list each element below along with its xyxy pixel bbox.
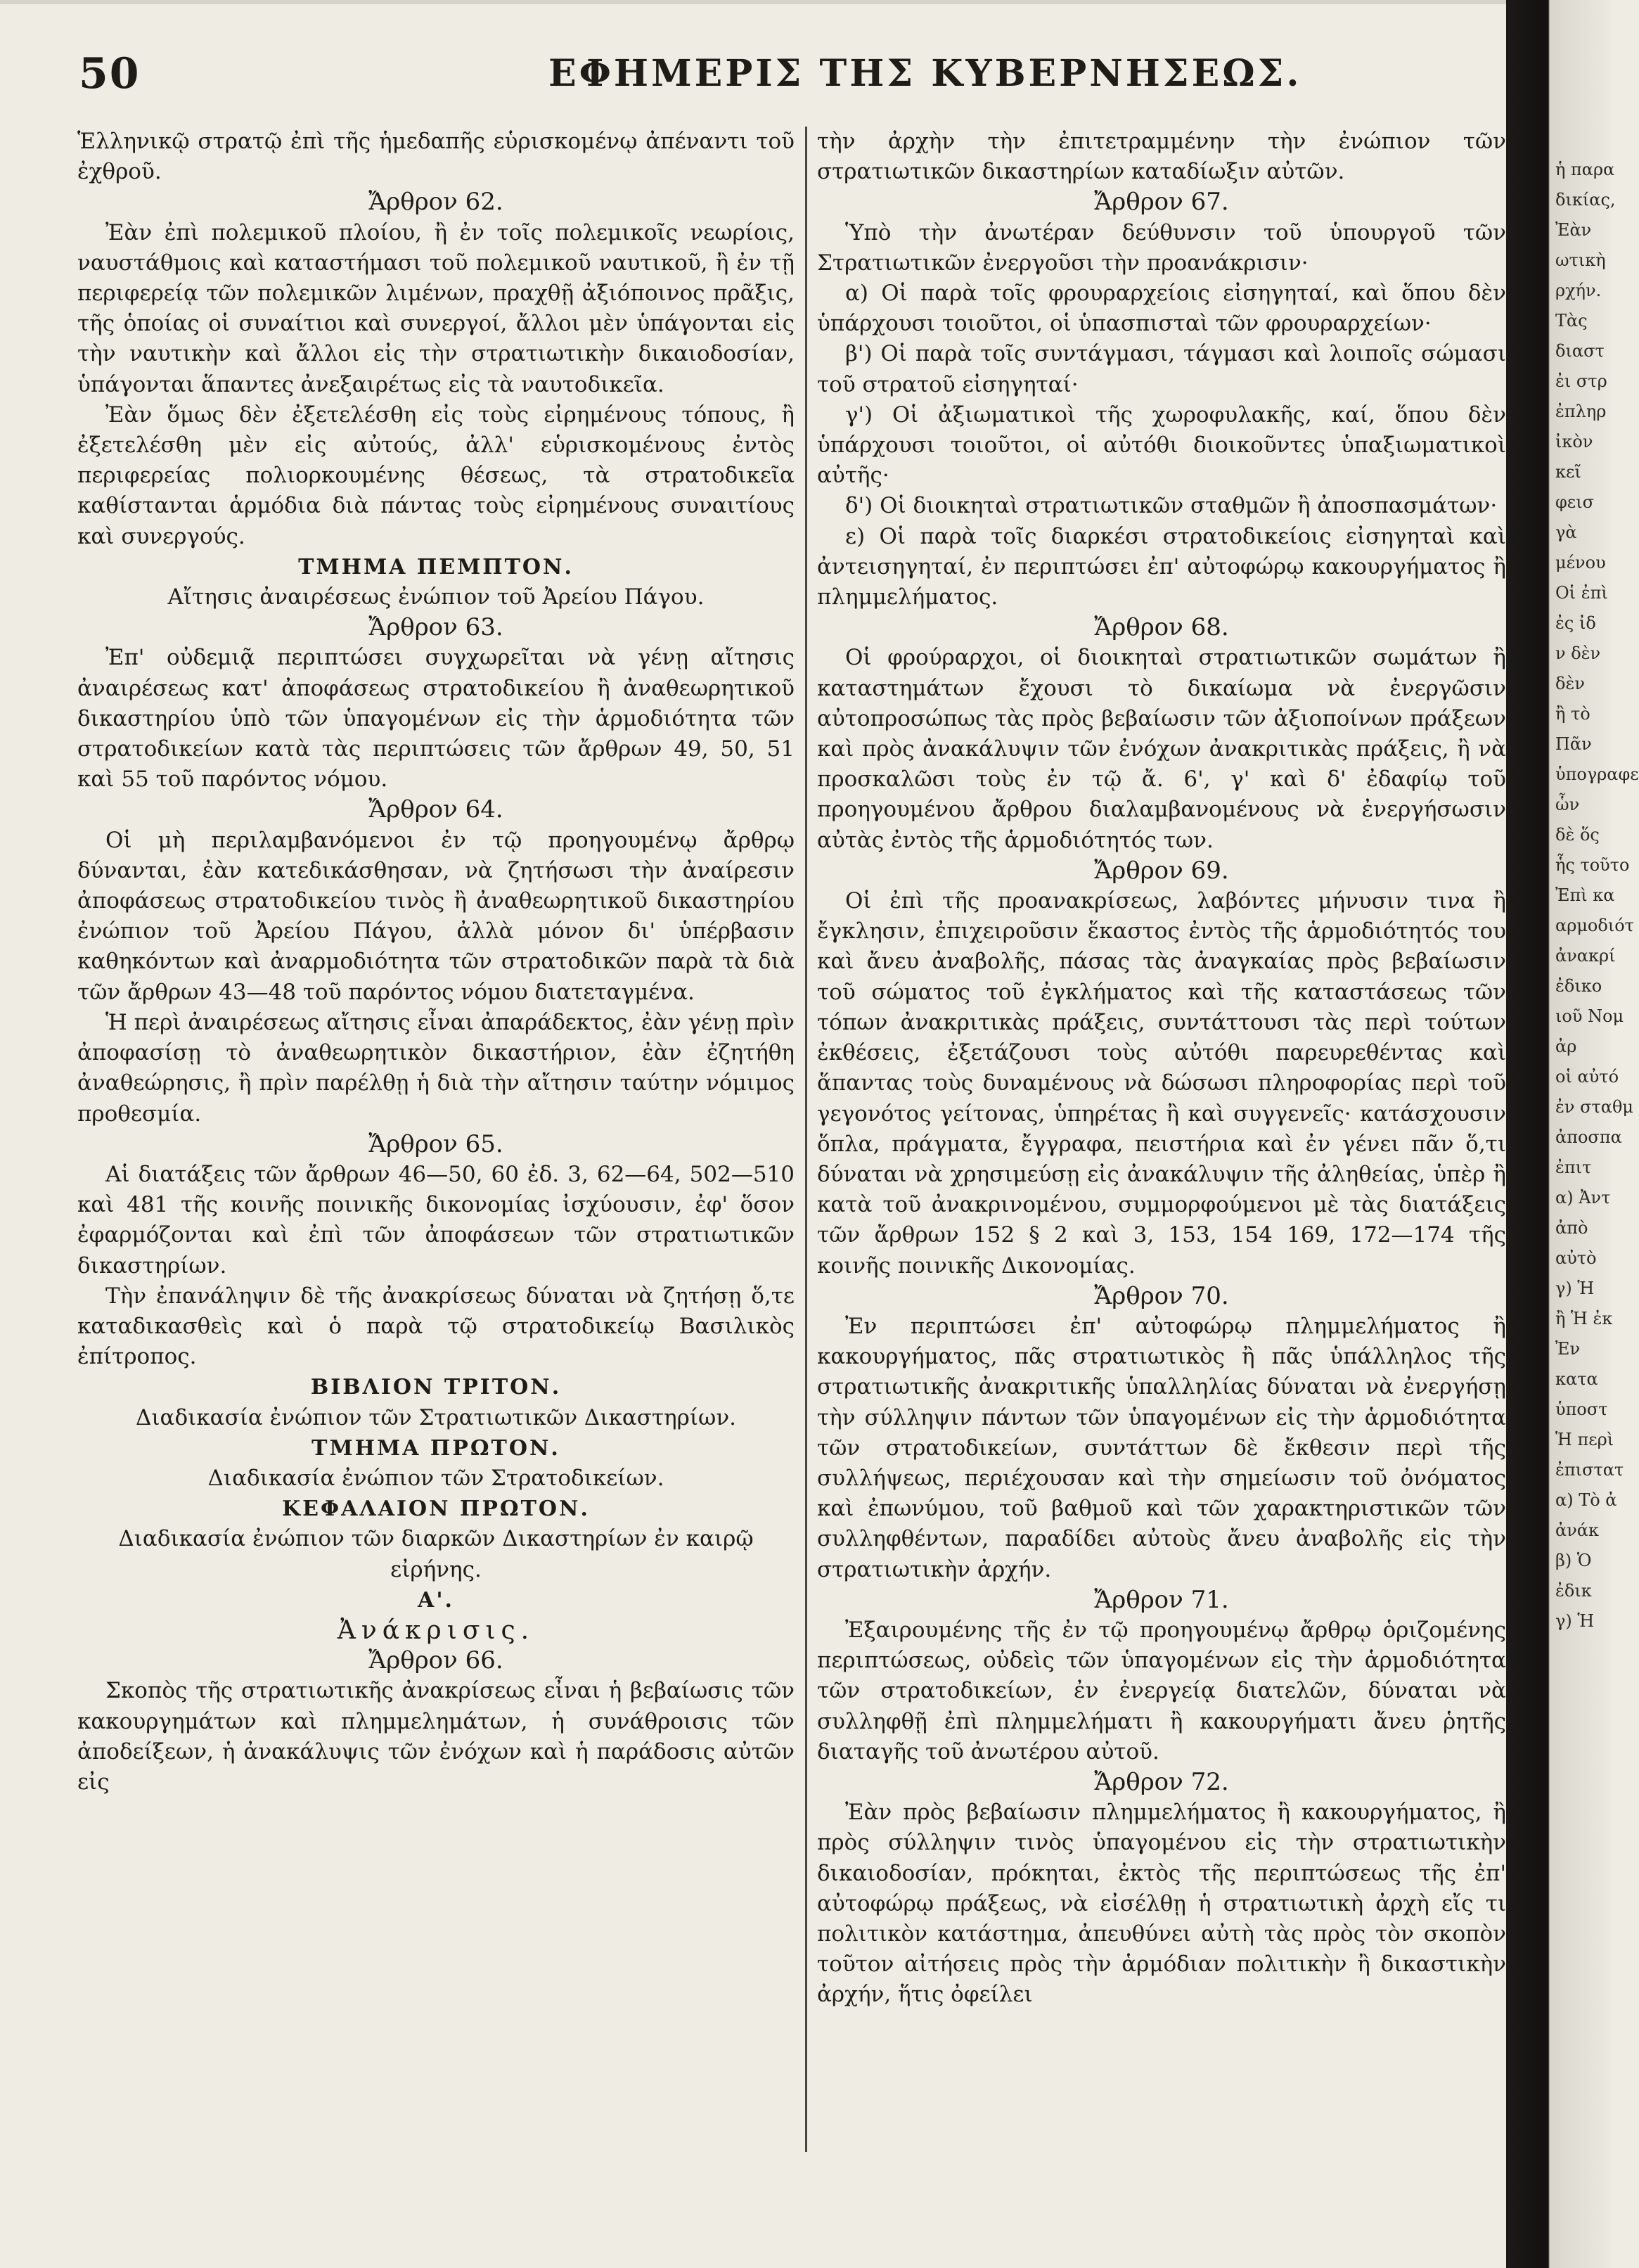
edge-fragment: α) Ἀντ — [1555, 1188, 1611, 1207]
journal-title: ΕΦΗΜΕΡΙΣ ΤΗΣ ΚΥΒΕΡΝΗΣΕΩΣ. — [548, 52, 1302, 95]
edge-fragment: ἐπιτ — [1555, 1158, 1592, 1177]
article-heading-68: Ἄρθρον 68. — [1094, 613, 1229, 642]
edge-fragment: αρμοδιότ — [1555, 916, 1634, 935]
article-heading-66: Ἄρθρον 66. — [368, 1646, 503, 1675]
list-item: ε) Οἱ παρὰ τοῖς διαρκέσι στρατοδικείοις εἰσηγηταὶ καὶ ἀντεισηγηταί, ἐν περιπτώσει ἐπ' αὐτοφώρῳ κακουργήματος ἢ πλημμελήματος. — [817, 523, 1506, 610]
edge-fragment: ἐδικο — [1555, 976, 1602, 996]
edge-fragment: Ἐὰν — [1555, 220, 1592, 240]
edge-fragment: μένου — [1555, 553, 1606, 572]
edge-fragment: ἐν σταθμ — [1555, 1097, 1634, 1117]
edge-fragment: ἀπὸ — [1555, 1218, 1588, 1238]
article-heading-65: Ἄρθρον 65. — [368, 1129, 503, 1158]
section-subtitle: Διαδικασία ἐνώπιον τῶν Στρατοδικείων. — [207, 1465, 664, 1491]
list-item: β') Οἱ παρὰ τοῖς συντάγμασι, τάγμασι καὶ λοιποῖς σώμασι τοῦ στρατοῦ εἰσηγηταί· — [817, 341, 1506, 397]
paragraph: Τὴν ἐπανάληψιν δὲ τῆς ἀνακρίσεως δύναται νὰ ζητήσῃ ὅ,τε καταδικασθεὶς καὶ ὁ παρὰ τῷ στρατοδικείῳ Βασιλικὸς ἐπίτροπος. — [77, 1283, 795, 1370]
edge-fragment: Ἐν — [1555, 1339, 1581, 1359]
edge-fragment: ὧν — [1555, 795, 1580, 814]
part-marker: Α'. — [418, 1587, 454, 1613]
list-item: γ') Οἱ ἀξιωματικοὶ τῆς χωροφυλακῆς, καί, ὅπου δὲν ὑπάρχουσι τοιοῦτοι, οἱ αὐτόθι διοικοῦντες ὑπαξιωματικοὶ αὐτῆς· — [817, 402, 1506, 489]
edge-fragment: γ) Ἡ — [1555, 1279, 1595, 1298]
edge-fragment: ἀνάκ — [1555, 1520, 1600, 1540]
edge-fragment: Οἱ ἐπὶ — [1555, 583, 1608, 603]
edge-fragment: δὲν — [1555, 674, 1585, 693]
article-heading-63: Ἄρθρον 63. — [368, 613, 503, 642]
edge-fragment: β) Ὁ — [1555, 1551, 1592, 1570]
adjacent-page-edge — [1506, 0, 1639, 2268]
paragraph: Ὑπὸ τὴν ἀνωτέραν δεύθυνσιν τοῦ ὑπουργοῦ τῶν Στρατιωτικῶν ἐνεργοῦσι τὴν προανάκρισιν· — [817, 219, 1506, 276]
paragraph: Ἑλληνικῷ στρατῷ ἐπὶ τῆς ἡμεδαπῆς εὑρισκομένῳ ἀπέναντι τοῦ ἐχθροῦ. — [77, 129, 795, 185]
edge-fragment: Ἐπὶ κα — [1555, 885, 1615, 905]
edge-fragment: δὲ ὅς — [1555, 825, 1600, 845]
edge-fragment: Ἡ περὶ — [1555, 1430, 1614, 1449]
paragraph: τὴν ἀρχὴν τὴν ἐπιτετραμμένην τὴν ἐνώπιον τῶν στρατιωτικῶν δικαστηρίων καταδίωξιν αὐτῶν. — [817, 129, 1506, 185]
chapter-heading: ΚΕΦΑΛΑΙΟΝ ΠΡΩΤΟΝ. — [282, 1497, 590, 1522]
edge-fragment: κεῖ — [1555, 462, 1581, 482]
book-subtitle: Διαδικασία ἐνώπιον τῶν Στρατιωτικῶν Δικαστηρίων. — [135, 1404, 737, 1430]
edge-fragment: Τὰς — [1555, 311, 1588, 331]
edge-fragment: ἐι στρ — [1555, 371, 1607, 391]
book-heading: ΒΙΒΛΙΟΝ ΤΡΙΤΟΝ. — [310, 1375, 562, 1400]
paragraph: Ἐν περιπτώσει ἐπ' αὐτοφώρῳ πλημμελήματος ἢ κακουργήματος, πᾶς στρατιωτικὸς ἢ πᾶς ὑπάλληλος τῆς στρατιωτικῆς ἀνακριτικῆς ὑπαλληλίας δύναται νὰ ἐνεργήσῃ τὴν σύλληψιν πάντων τῶν ὑπαγομένων εἰς τὴν ἁρμοδιότητα τῶν στρατοδικείων, συντάττων δὲ ἔκθεσιν περὶ τῆς συλλήψεως, περιέχουσαν καὶ τὴν σημείωσιν τοῦ ὀνόματος καὶ ἐπωνύμου, τοῦ βαθμοῦ καὶ τῶν χαρακτηριστικῶν τῶν συλληφθέντων, παραδίδει αὐτοὺς ἄνευ ἀναβολῆς εἰς τὴν στρατιωτικὴν ἀρχήν. — [817, 1313, 1506, 1582]
edge-fragment: ἐς ἰδ — [1555, 613, 1596, 633]
article-heading-71: Ἄρθρον 71. — [1094, 1585, 1229, 1614]
article-heading-70: Ἄρθρον 70. — [1094, 1281, 1229, 1310]
paragraph: Οἱ ἐπὶ τῆς προανακρίσεως, λαβόντες μήνυσιν τινα ἢ ἔγκλησιν, ἐπιχειροῦσιν ἕκαστος ἐντὸς τῆς ἁρμοδιότητός του καὶ ἄνευ ἀναβολῆς, πάσας τὰς ἀναγκαίας πρὸς βεβαίωσιν τοῦ σώματος τοῦ ἐγκλήματος καὶ τῆς καταστάσεως τῶν τόπων ἀνακριτικὰς πράξεις, συντάττουσι τὰς περὶ τούτων ἐκθέσεις, ἐξετάζουσι τοὺς αὐτόθι παρευρεθέντας καὶ ἅπαντας τοὺς δυναμένους νὰ δώσωσι πληροφορίας περὶ τοῦ γεγονότος γείτονας, ὑπηρέτας ἢ καὶ συγγενεῖς· κατάσχουσιν ὅπλα, πράγματα, ἔγγραφα, πειστήρια καὶ ἐν γένει πᾶν ὅ,τι δύναται νὰ χρησιμεύσῃ εἰς ἀνακάλυψιν τῆς ἀληθείας, ὑπὲρ ἢ κατὰ τοῦ ἀνακρινομένου, συμμορφούμενοι μὲ τὰς διατάξεις τῶν ἄρθρων 152 § 2 καὶ 3, 153, 154 169, 172—174 τῆς κοινῆς ποινικῆς Δικονομίας. — [817, 888, 1506, 1279]
paragraph: Οἱ φρούραρχοι, οἱ διοικηταὶ στρατιωτικῶν σωμάτων ἢ καταστημάτων ἔχουσι τὸ δικαίωμα νὰ ἐνεργῶσιν αὐτοπροσώπως τὰς πρὸς βεβαίωσιν τῶν ἀξιοποίνων πράξεων καὶ πρὸς ἀνακάλυψιν τῶν ἐνόχων ἀνακριτικὰς πράξεις, ἢ νὰ προσκαλῶσι τοὺς ἐν τῷ ἄ. 6', γ' καὶ δ' ἐδαφίῳ τοῦ προηγουμένου ἄρθρου διαλαμβανομένους νὰ ἐνεργήσωσιν αὐτὰς ἐντὸς τῆς ἁρμοδιότητός των. — [817, 645, 1506, 853]
edge-fragment: ἀποσπα — [1555, 1127, 1622, 1147]
list-item: α) Οἱ παρὰ τοῖς φρουραρχείοις εἰσηγηταί, καὶ ὅπου δὲν ὑπάρχουσι τοιοῦτοι, οἱ ὑπασπισταὶ τῶν φρουραρχείων· — [817, 281, 1506, 337]
edge-fragment: γ) Ἡ — [1555, 1611, 1595, 1631]
edge-fragment: φεισ — [1555, 492, 1595, 512]
paragraph: Ἐπ' οὐδεμιᾷ περιπτώσει συγχωρεῖται νὰ γένῃ αἴτησις ἀναιρέσεως κατ' ἀποφάσεως στρατοδικείου ἢ ἀναθεωρητικοῦ δικαστηρίου ὑπὸ τῶν ὑπαγομένων εἰς τὴν ἁρμοδιότητα τῶν στρατοδικείων κατὰ τὰς περιπτώσεις τῶν ἄρθρων 49, 50, 51 καὶ 55 τοῦ παρόντος νόμου. — [77, 645, 795, 793]
edge-fragment: κατα — [1555, 1369, 1598, 1389]
edge-fragment: ρχήν. — [1555, 281, 1602, 300]
edge-fragment: Πᾶν — [1555, 734, 1592, 754]
article-heading-69: Ἄρθρον 69. — [1094, 856, 1229, 885]
edge-fragment: ωτικὴ — [1555, 250, 1606, 270]
edge-fragment: αὐτὸ — [1555, 1248, 1597, 1268]
article-heading-64: Ἄρθρον 64. — [368, 795, 503, 824]
adjacent-page-text — [1555, 155, 1639, 1636]
section-subtitle: Αἴτησις ἀναιρέσεως ἐνώπιον τοῦ Ἀρείου Πάγου. — [167, 584, 705, 610]
edge-fragment: ἐπιστατ — [1555, 1460, 1624, 1480]
article-heading-62: Ἄρθρον 62. — [368, 188, 503, 217]
right-column — [817, 127, 1506, 2011]
edge-fragment: δικίας, — [1555, 190, 1616, 210]
paragraph: Ἐὰν πρὸς βεβαίωσιν πλημμελήματος ἢ κακουργήματος, ἢ πρὸς σύλληψιν τινὸς ὑπαγομένου εἰς τὴν στρατιωτικὴν δικαιοδοσίαν, πρόκηται, ἐκτὸς τῆς περιπτώσεως τῆς ἐπ' αὐτοφώρῳ πράξεως, νὰ εἰσέλθῃ ἡ στρατιωτικὴ ἀρχὴ εἴς τι πολιτικὸν κατάστημα, ἀπευθύνει αὐτὴ τὰς πρὸς τὸν σκοπὸν τοῦτον αἰτήσεις πρὸς τὴν ἁρμόδιαν πολιτικὴν ἢ δικαστικὴν ἀρχήν, ἥτις ὀφείλει — [817, 1800, 1506, 2008]
edge-fragment: διαστ — [1555, 341, 1605, 361]
list-item: δ') Οἱ διοικηταὶ στρατιωτικῶν σταθμῶν ἢ ἀποσπασμάτων· — [845, 493, 1498, 519]
edge-fragment: ἀρ — [1555, 1037, 1577, 1056]
edge-fragment: α) Τὸ ἀ — [1555, 1490, 1617, 1510]
edge-fragment: γὰ — [1555, 523, 1577, 542]
edge-fragment: οἱ αὐτό — [1555, 1067, 1619, 1087]
edge-fragment: ἰκὸν — [1555, 432, 1593, 451]
page-top-edge — [0, 0, 1611, 4]
section-heading: ΤΜΗΜΑ ΠΡΩΤΟΝ. — [311, 1435, 560, 1461]
paragraph: Ἐὰν ἐπὶ πολεμικοῦ πλοίου, ἢ ἐν τοῖς πολεμικοῖς νεωρίοις, ναυστάθμοις καὶ καταστήμασι τοῦ πολεμικοῦ ναυτικοῦ, ἢ ἐν τῇ περιφερείᾳ τῶν πολεμικῶν λιμένων, πραχθῇ ἀξιόποινος πρᾶξις, τῆς ὁποίας οἱ συναίτιοι καὶ συνεργοί, ἄλλοι μὲν ὑπάγονται εἰς τὴν ναυτικὴν καὶ ἄλλοι εἰς τὴν στρατιωτικὴν δικαιοδοσίαν, ὑπάγονται ἅπαντες ἀνεξαιρέτως εἰς τὰ ναυτοδικεῖα. — [77, 219, 795, 397]
page-number: 50 — [79, 49, 141, 98]
part-title: Ἀνάκρισις. — [337, 1615, 535, 1645]
edge-fragment: ἐδικ — [1555, 1581, 1592, 1601]
paragraph: Ἐὰν ὅμως δὲν ἐξετελέσθη εἰς τοὺς εἰρημένους τόπους, ἢ ἐξετελέσθη μὲν εἰς αὐτούς, ἀλλ' εὑρισκομένους ἐντὸς περιφερείας πολιορκουμένης θέσεως, τὰ στρατοδικεῖα καθίστανται ἁρμόδια διὰ πάντας τοὺς εἰρημένους συναιτίους καὶ συνεργούς. — [77, 402, 795, 549]
edge-fragment: ἢ Ἡ ἐκ — [1555, 1309, 1613, 1328]
paragraph: Σκοπὸς τῆς στρατιωτικῆς ἀνακρίσεως εἶναι ἡ βεβαίωσις τῶν κακουργημάτων καὶ πλημμελημάτων, ἡ συνάθροισις τῶν ἀποδείξεων, ἡ ἀνακάλυψις τῶν ἐνόχων καὶ ἡ παράδοσις αὐτῶν εἰς — [77, 1678, 795, 1795]
paragraph: Ἐξαιρουμένης τῆς ἐν τῷ προηγουμένῳ ἄρθρῳ ὁριζομένης περιπτώσεως, οὐδεὶς τῶν ὑπαγομένων εἰς τὴν ἁρμοδιότητα τῶν στρατοδικείων, ἐν ἐνεργείᾳ διατελῶν, δύναται νὰ συλληφθῇ ἐπὶ πλημμελήματι ἢ κακουργήματι ἄνευ ῥητῆς διαταγῆς τοῦ ἀνωτέρου αὐτοῦ. — [817, 1617, 1506, 1764]
article-heading-72: Ἄρθρον 72. — [1094, 1767, 1229, 1796]
section-heading: ΤΜΗΜΑ ΠΕΜΠΤΟΝ. — [298, 554, 574, 579]
edge-fragment: ιοῦ Νομ — [1555, 1006, 1624, 1026]
edge-fragment: ἡ παρα — [1555, 160, 1615, 179]
edge-fragment: ὑπογραφε — [1555, 764, 1639, 784]
edge-fragment: ἧς τοῦτο — [1555, 855, 1630, 875]
article-heading-67: Ἄρθρον 67. — [1094, 188, 1229, 217]
left-column — [77, 127, 795, 1798]
edge-fragment: ἀνακρί — [1555, 946, 1616, 966]
edge-fragment: ἐπληρ — [1555, 402, 1607, 421]
paragraph: Ἡ περὶ ἀναιρέσεως αἴτησις εἶναι ἀπαράδεκτος, ἐὰν γένῃ πρὶν ἀποφασίσῃ τὸ ἀναθεωρητικὸν δικαστήριον, ἐὰν ἐζητήθη ἀναθεώρησις, ἢ πρὶν παρέλθῃ ἡ διὰ τὴν αἴτησιν ταύτην νόμιμος προθεσμία. — [77, 1009, 795, 1127]
edge-fragment: ὑποστ — [1555, 1399, 1608, 1419]
chapter-subtitle: Διαδικασία ἐνώπιον τῶν διαρκῶν Δικαστηρίων ἐν καιρῷ εἰρήνης. — [118, 1526, 754, 1582]
paragraph: Αἱ διατάξεις τῶν ἄρθρων 46—50, 60 ἐδ. 3, 62—64, 502—510 καὶ 481 τῆς κοινῆς ποινικῆς δικονομίας ἰσχύουσιν, ἐφ' ὅσον ἐφαρμόζονται καὶ ἐπὶ τῶν ἀποφάσεων τῶν στρατιωτικῶν δικαστηρίων. — [77, 1161, 795, 1279]
paragraph: Οἱ μὴ περιλαμβανόμενοι ἐν τῷ προηγουμένῳ ἄρθρῳ δύνανται, ἐὰν κατεδικάσθησαν, νὰ ζητήσωσι τὴν ἀναίρεσιν ἀποφάσεως στρατοδικείου τινὸς ἢ ἀναθεωρητικοῦ δικαστηρίου ἐνώπιον τοῦ Ἀρείου Πάγου, ἀλλὰ μόνον δι' ὑπέρβασιν καθηκόντων καὶ ἀναρμοδιότητα τῶν στρατοδικῶν παρὰ τὰ διὰ τῶν ἄρθρων 43—48 τοῦ παρόντος νόμου διατεταγμένα. — [77, 827, 795, 1005]
edge-fragment: ν δὲν — [1555, 643, 1601, 663]
column-divider — [805, 127, 807, 2152]
edge-fragment: ἢ τὸ — [1555, 704, 1590, 724]
